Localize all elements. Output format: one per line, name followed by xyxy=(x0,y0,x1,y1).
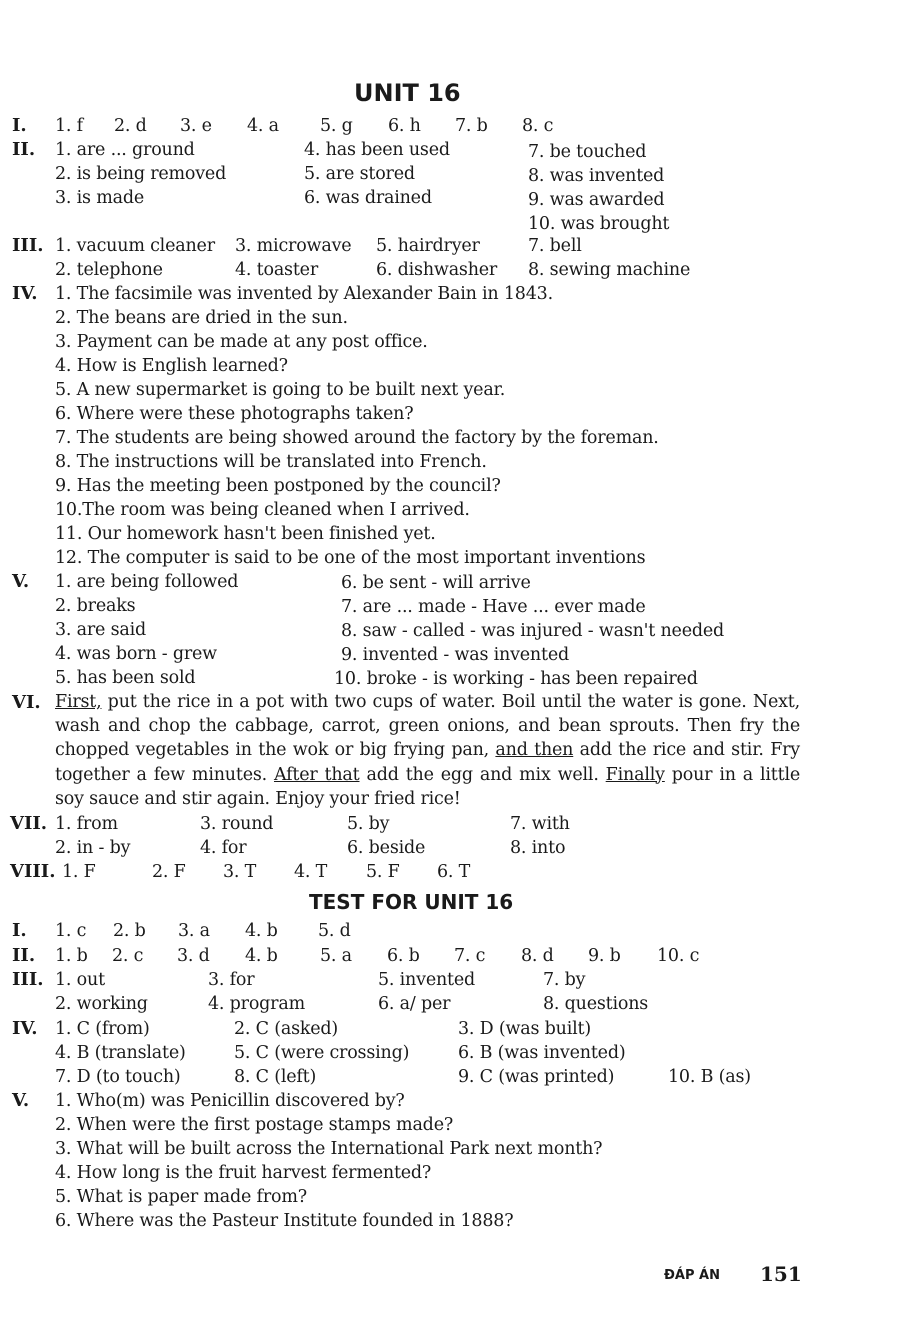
answer-item: 7. bell xyxy=(528,236,582,256)
answer-sentence: 11. Our homework hasn't been finished yet. xyxy=(55,524,436,544)
answer-item: 7. D (to touch) xyxy=(55,1067,181,1087)
answer-item: 7. be touched xyxy=(528,142,647,162)
answer-item: 8. saw - called - was injured - wasn't needed xyxy=(341,621,725,641)
answer-item: 6. b xyxy=(387,946,420,966)
answer-item: 2. d xyxy=(114,116,147,136)
answer-item: 3. is made xyxy=(55,188,144,208)
answer-sentence: 2. When were the first postage stamps made? xyxy=(55,1115,454,1135)
answer-item: 5. invented xyxy=(378,970,476,990)
answer-item: 3. microwave xyxy=(235,236,352,256)
answer-item: 1. vacuum cleaner xyxy=(55,236,215,256)
answer-item: 1. out xyxy=(55,970,105,990)
answer-item: 10. broke - is working - has been repaired xyxy=(334,669,698,689)
underlined-word: First, xyxy=(55,692,102,712)
answer-sentence: 5. What is paper made from? xyxy=(55,1187,307,1207)
answer-sentence: 6. Where was the Pasteur Institute founded in 1888? xyxy=(55,1211,514,1231)
answer-item: 8. c xyxy=(522,116,554,136)
answer-item: 4. toaster xyxy=(235,260,318,280)
test-section-label-I: I. xyxy=(12,920,27,941)
answer-sentence: 6. Where were these photographs taken? xyxy=(55,404,414,424)
answer-sentence: 8. The instructions will be translated into French. xyxy=(55,452,487,472)
answer-item: 6. dishwasher xyxy=(376,260,498,280)
answer-item: 6. T xyxy=(437,862,471,882)
answer-item: 5. are stored xyxy=(304,164,415,184)
answer-item: 5. hairdryer xyxy=(376,236,480,256)
answer-item: 9. C (was printed) xyxy=(458,1067,615,1087)
answer-sentence: 12. The computer is said to be one of the most important inventions xyxy=(55,548,646,568)
answer-item: 9. b xyxy=(588,946,621,966)
answer-item: 2. c xyxy=(112,946,144,966)
answer-item: 7. by xyxy=(543,970,586,990)
answer-item: 4. program xyxy=(208,994,305,1014)
underlined-word: and then xyxy=(495,740,574,761)
test-section-label-IV: IV. xyxy=(12,1018,38,1039)
answer-item: 4. was born - grew xyxy=(55,644,217,664)
answer-sentence: 2. The beans are dried in the sun. xyxy=(55,308,348,328)
answer-sentence: 1. Who(m) was Penicillin discovered by? xyxy=(55,1091,405,1111)
answer-item: 3. round xyxy=(200,814,274,834)
answer-item: 2. is being removed xyxy=(55,164,227,184)
answer-item: 4. b xyxy=(245,921,278,941)
answer-item: 8. was invented xyxy=(528,166,665,186)
answer-item: 8. into xyxy=(510,838,566,858)
answer-item: 1. are ... ground xyxy=(55,140,195,160)
answer-paragraph: First, put the rice in a pot with two cups of water. Boil until the water is gone. Next, wash and chop the cabbage, carrot, green onions, and bean sprouts. Then fry the chopped vegetables in the wok or big frying pan, and then add the rice and stir. Fry together a few minutes. After that add the egg and mix well. Finally pour in a little soy sauce and stir again. Enjoy your fried rice! xyxy=(55,692,800,809)
test-title: TEST FOR UNIT 16 xyxy=(309,890,514,914)
answer-item: 4. for xyxy=(200,838,247,858)
answer-item: 4. b xyxy=(245,946,278,966)
answer-item: 2. breaks xyxy=(55,596,136,616)
answer-item: 2. b xyxy=(113,921,146,941)
answer-item: 4. a xyxy=(247,116,279,136)
answer-item: 7. c xyxy=(454,946,486,966)
answer-item: 7. with xyxy=(510,814,570,834)
answer-item: 5. has been sold xyxy=(55,668,196,688)
section-label-VI: VI. xyxy=(12,692,41,713)
answer-item: 1. f xyxy=(55,116,83,136)
answer-item: 3. e xyxy=(180,116,212,136)
answer-item: 1. C (from) xyxy=(55,1019,150,1039)
answer-item: 8. d xyxy=(521,946,554,966)
unit-title: UNIT 16 xyxy=(354,79,461,107)
section-label-II: II. xyxy=(12,139,36,160)
answer-item: 3. a xyxy=(178,921,210,941)
answer-item: 6. h xyxy=(388,116,421,136)
answer-item: 2. in - by xyxy=(55,838,131,858)
answer-item: 9. invented - was invented xyxy=(341,645,569,665)
answer-item: 3. are said xyxy=(55,620,146,640)
answer-item: 8. questions xyxy=(543,994,649,1014)
section-label-III: III. xyxy=(12,235,44,256)
section-label-I: I. xyxy=(12,115,27,136)
answer-sentence: 3. What will be built across the International Park next month? xyxy=(55,1139,603,1159)
test-section-label-II: II. xyxy=(12,945,36,966)
answer-item: 2. telephone xyxy=(55,260,163,280)
page-number: 151 xyxy=(760,1262,802,1286)
answer-item: 6. was drained xyxy=(304,188,432,208)
answer-sentence: 7. The students are being showed around the factory by the foreman. xyxy=(55,428,659,448)
answer-sentence: 9. Has the meeting been postponed by the council? xyxy=(55,476,501,496)
answer-item: 5. C (were crossing) xyxy=(234,1043,410,1063)
answer-item: 6. a/ per xyxy=(378,994,451,1014)
answer-sentence: 4. How is English learned? xyxy=(55,356,288,376)
test-section-label-V: V. xyxy=(12,1090,30,1111)
answer-item: 7. are ... made - Have ... ever made xyxy=(341,597,646,617)
answer-item: 3. for xyxy=(208,970,255,990)
answer-item: 5. by xyxy=(347,814,390,834)
answer-item: 1. b xyxy=(55,946,88,966)
footer-section-label: ĐÁP ÁN xyxy=(664,1268,720,1283)
answer-item: 6. B (was invented) xyxy=(458,1043,626,1063)
section-label-VIII: VIII. xyxy=(10,861,56,882)
answer-item: 4. T xyxy=(294,862,328,882)
answer-item: 2. working xyxy=(55,994,148,1014)
answer-item: 7. b xyxy=(455,116,488,136)
answer-item: 8. sewing machine xyxy=(528,260,691,280)
test-section-label-III: III. xyxy=(12,969,44,990)
section-label-VII: VII. xyxy=(10,813,48,834)
answer-item: 4. has been used xyxy=(304,140,450,160)
section-label-IV: IV. xyxy=(12,283,38,304)
answer-item: 3. T xyxy=(223,862,257,882)
answer-item: 10. B (as) xyxy=(668,1067,751,1087)
answer-item: 8. C (left) xyxy=(234,1067,317,1087)
answer-item: 5. F xyxy=(366,862,400,882)
answer-item: 1. F xyxy=(62,862,96,882)
answer-item: 10. was brought xyxy=(528,214,670,234)
answer-item: 1. from xyxy=(55,814,118,834)
answer-item: 6. be sent - will arrive xyxy=(341,573,531,593)
answer-item: 3. D (was built) xyxy=(458,1019,591,1039)
answer-item: 5. g xyxy=(320,116,353,136)
answer-item: 6. beside xyxy=(347,838,426,858)
answer-sentence: 3. Payment can be made at any post office. xyxy=(55,332,428,352)
answer-item: 5. a xyxy=(320,946,352,966)
answer-item: 3. d xyxy=(177,946,210,966)
answer-item: 5. d xyxy=(318,921,351,941)
answer-item: 1. are being followed xyxy=(55,572,239,592)
answer-sentence: 10.The room was being cleaned when I arrived. xyxy=(55,500,470,520)
answer-sentence: 4. How long is the fruit harvest fermented? xyxy=(55,1163,432,1183)
answer-item: 9. was awarded xyxy=(528,190,665,210)
answer-item: 4. B (translate) xyxy=(55,1043,186,1063)
answer-sentence: 5. A new supermarket is going to be built next year. xyxy=(55,380,506,400)
answer-sentence: 1. The facsimile was invented by Alexander Bain in 1843. xyxy=(55,284,553,304)
section-label-V: V. xyxy=(12,571,30,592)
underlined-word: After that xyxy=(273,764,360,785)
answer-item: 1. c xyxy=(55,921,87,941)
answer-item: 2. F xyxy=(152,862,186,882)
answer-item: 2. C (asked) xyxy=(234,1019,339,1039)
underlined-word: Finally xyxy=(605,764,665,785)
answer-item: 10. c xyxy=(657,946,700,966)
